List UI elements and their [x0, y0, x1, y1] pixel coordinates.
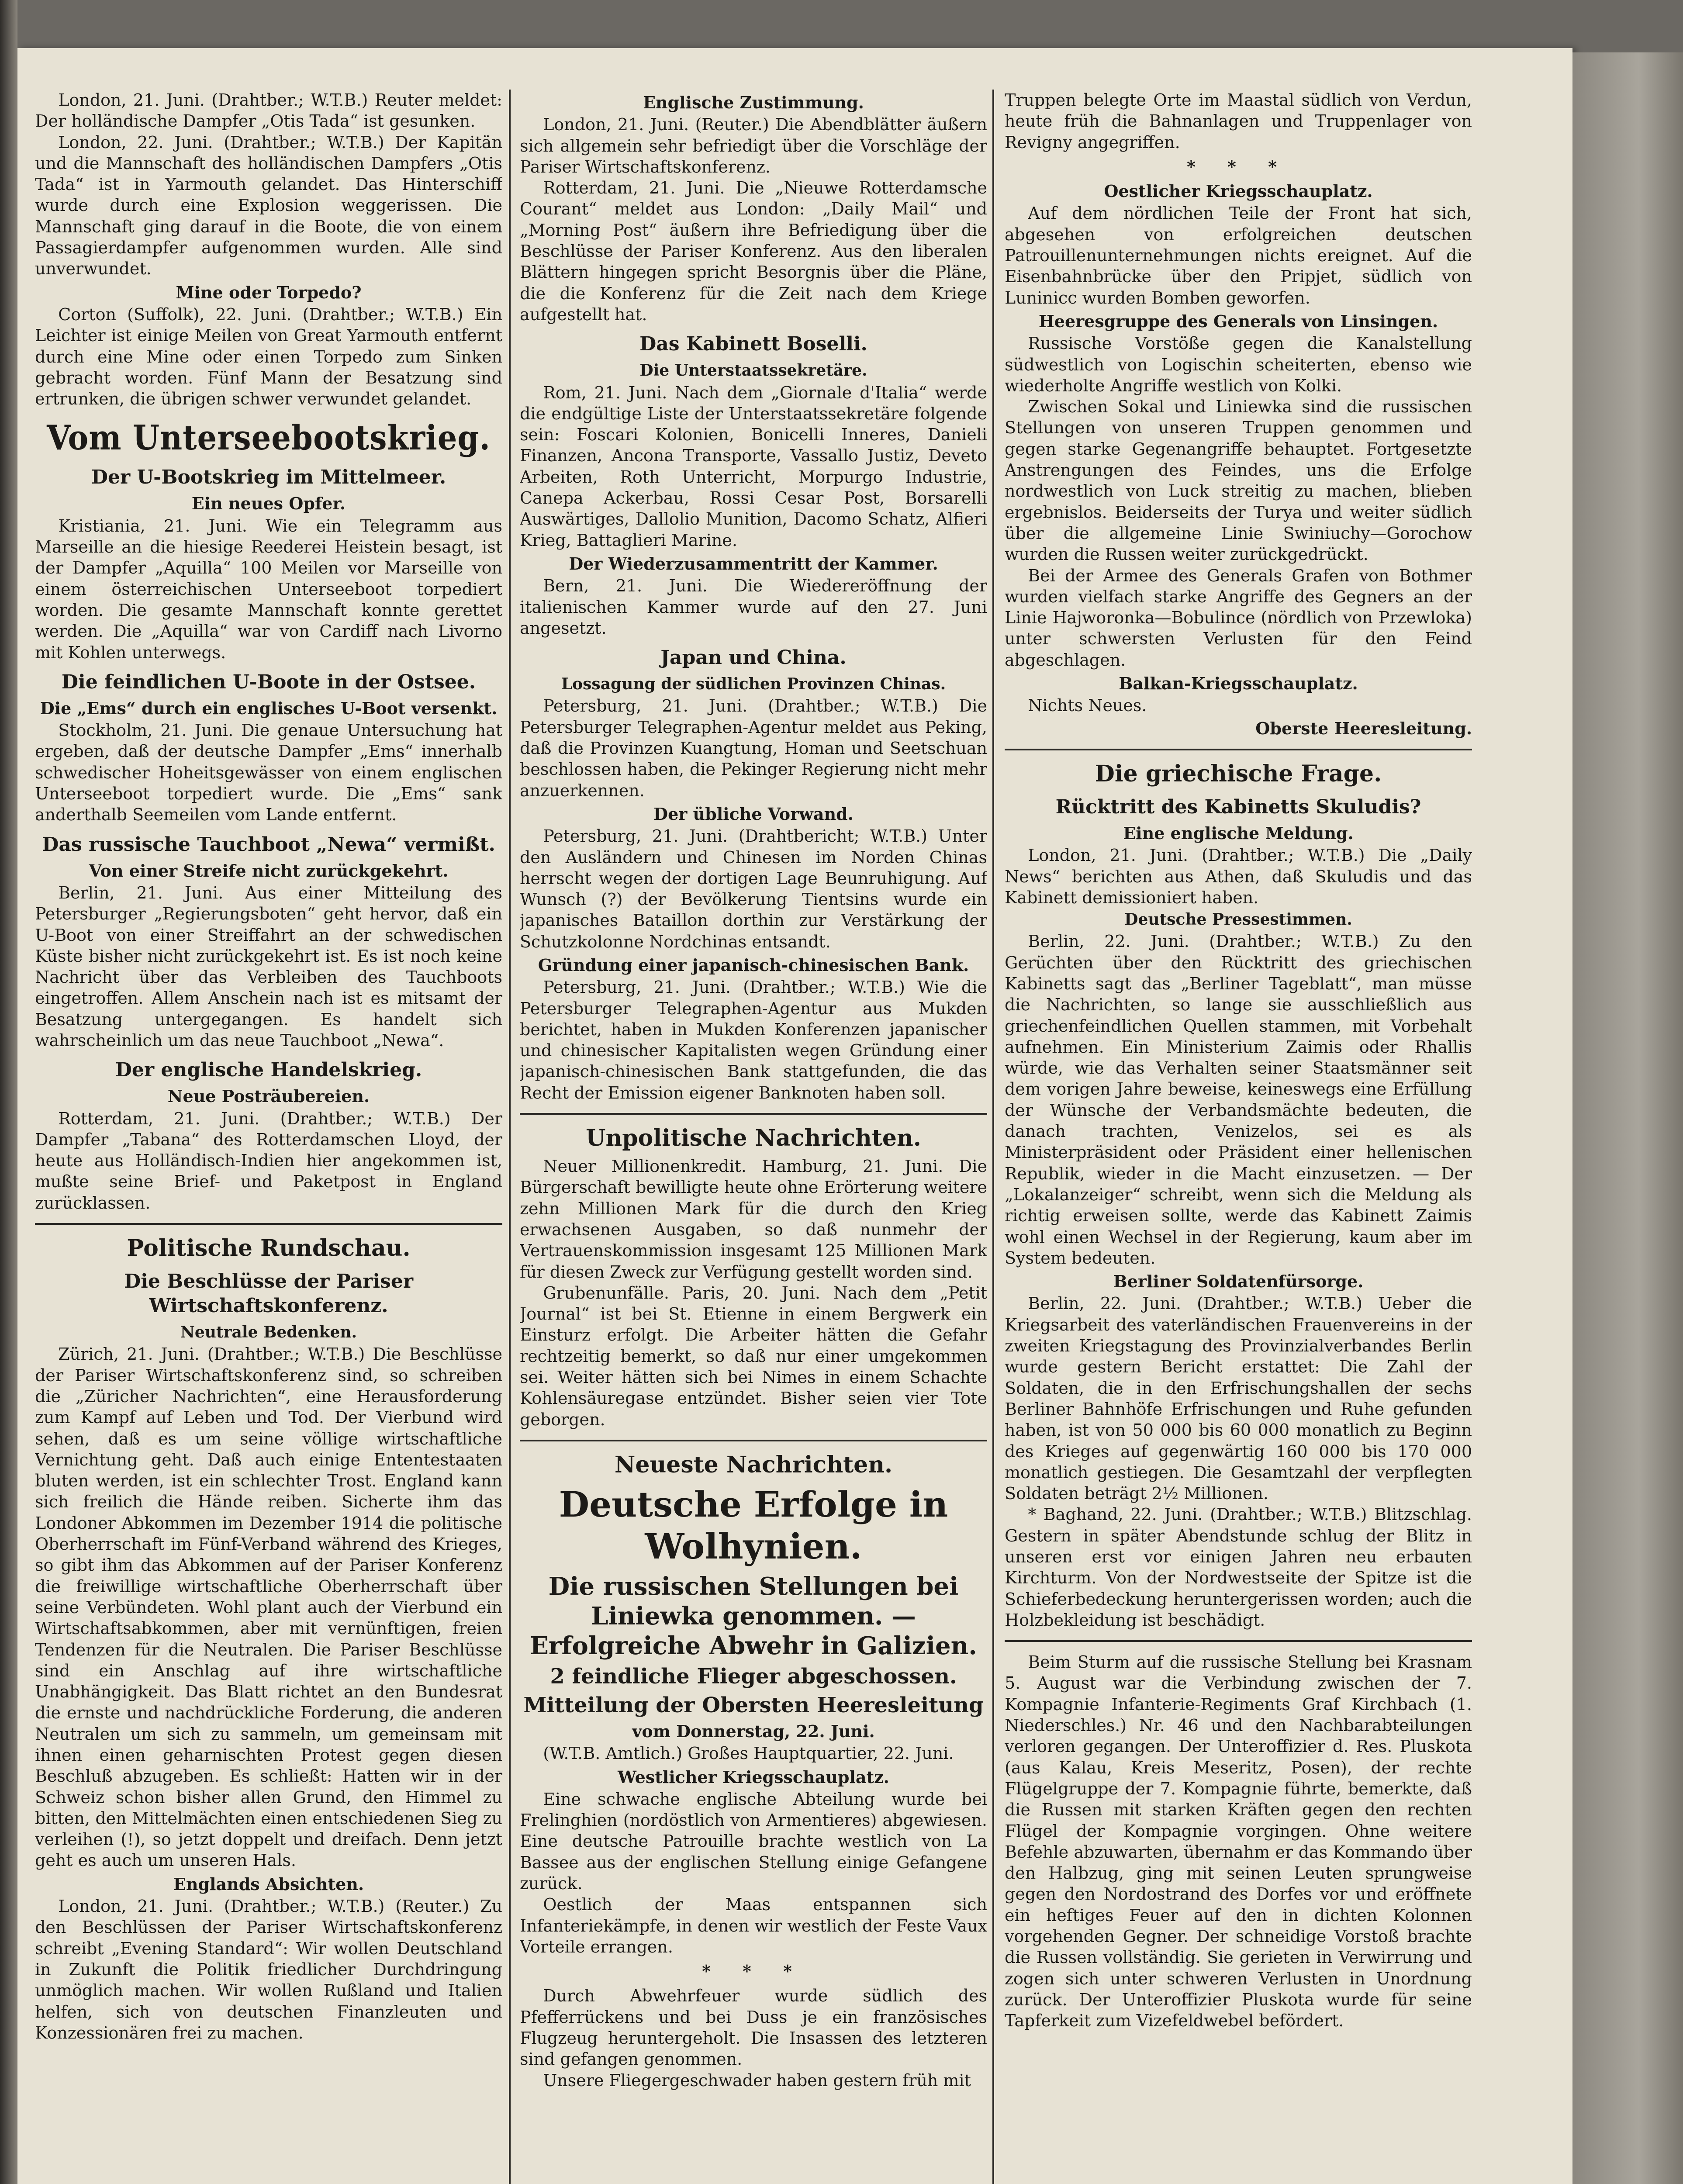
article-paragraph: Berlin, 21. Juni. Aus einer Mitteilung des Petersburger „Regierungsboten“ geht hervor, daß ein U-Boot von einer Streiffahrt an der schwedischen Küste bisher nicht zurückgekehrt ist. Es ist noch keine Nachricht über das Verbleiben des Tauchboots eingetroffen. Allem Anschein nach ist es mitsamt der Besatzung untergegangen. Es handelt sich wahrscheinlich um das neue Tauchboot „Newa“.: [35, 883, 502, 1050]
article-paragraph: Durch Abwehrfeuer wurde südlich des Pfefferrückens und bei Duss je ein französisches Flugzeug heruntergeholt. Die Insassen des letzteren sind gefangen genommen.: [520, 1986, 987, 2069]
book-binding: [0, 0, 17, 2184]
article-paragraph: Petersburg, 21. Juni. (Drahtber.; W.T.B.) Wie die Petersburger Telegraphen-Agentur aus Mukden berichtet, haben in Mukden Konferenzen japanischer und chinesischer Kapitalisten wegen Gründung einer japanisch-chinesischen Bank stattgefunden, die das Recht der Emission eigener Banknoten haben soll.: [520, 978, 987, 1102]
column-rule: [992, 90, 994, 2184]
article-paragraph: * Baghand, 22. Juni. (Drahtber.; W.T.B.) Blitzschlag. Gestern in später Abendstunde schlug der Blitz in unseren erst vor einigen Jahren neu erbauten Kirchturm. Von der Nordwestseite der Spitze ist die Schieferbedeckung heruntergerissen worden; auch die Holzbekleidung ist beschädigt.: [1005, 1505, 1472, 1630]
section-subheading: Der U-Bootskrieg im Mittelmeer.: [91, 466, 446, 489]
section-subheading: Oestlicher Kriegsschauplatz.: [1104, 181, 1373, 201]
section-subheading: vom Donnerstag, 22. Juni.: [632, 1721, 875, 1741]
section-subheading: Eine englische Meldung.: [1123, 823, 1354, 843]
headline-sub: 2 feindliche Flieger abgeschossen.: [550, 1664, 957, 1689]
section-heading: Die griechische Frage.: [1095, 760, 1382, 787]
section-subheading: Englands Absichten.: [173, 1874, 364, 1894]
section-subheading: Neutrale Bedenken.: [180, 1323, 357, 1342]
headline-sub: Mitteilung der Obersten Heeresleitung: [523, 1693, 984, 1717]
section-subheading: Von einer Streife nicht zurückgekehrt.: [89, 860, 449, 881]
page-edge: [1572, 52, 1683, 2184]
section-heading: Vom Unterseebootskrieg.: [47, 418, 491, 458]
divider: [1005, 749, 1472, 750]
section-subheading: Balkan-Kriegsschauplatz.: [1119, 674, 1358, 694]
article-paragraph: Rotterdam, 21. Juni. (Drahtber.; W.T.B.) Der Dampfer „Tabana“ des Rotterdamschen Lloyd, der heute aus Holländisch-Indien hier angekommen ist, mußte seine Brief- und Paketpost in England zurücklassen.: [35, 1109, 502, 1213]
article-paragraph: Nichts Neues.: [1028, 696, 1147, 715]
article-paragraph: Bern, 21. Juni. Die Wiedereröffnung der italienischen Kammer wurde auf den 27. Juni angesetzt.: [520, 576, 987, 638]
section-subheading: Rücktritt des Kabinetts Skuludis?: [1055, 795, 1421, 818]
article-paragraph: Zwischen Sokal und Liniewka sind die russischen Stellungen von unseren Truppen genommen und gegen starke Gegenangriffe behauptet. Fortgesetzte Anstrengungen des Feindes, uns die Erfolge nordwestlich von Luck streitig zu machen, blieben ergebnislos. Beiderseits der Turya und weiter südlich über die allgemeine Linie Swiniuchy—Gorochow wurden die Russen weiter zurückgedrückt.: [1005, 397, 1472, 564]
section-heading: Der englische Handelskrieg.: [115, 1059, 422, 1082]
section-subheading: Mine oder Torpedo?: [176, 282, 362, 302]
section-subheading: Deutsche Pressestimmen.: [1124, 910, 1352, 929]
column-rule: [509, 90, 511, 2184]
section-heading: Das Kabinett Boselli.: [639, 333, 867, 356]
article-paragraph: Neuer Millionenkredit. Hamburg, 21. Juni. Die Bürgerschaft bewilligte heute ohne Erörterung weitere zehn Millionen Mark für die durch den Krieg erwachsenen Ausgaben, so daß nunmehr der Vertrauenskommission insgesamt 125 Millionen Mark für diesen Zweck zur Verfügung gestellt worden sind.: [520, 1157, 987, 1282]
article-paragraph: London, 21. Juni. (Drahtber.; W.T.B.) (Reuter.) Zu den Beschlüssen der Pariser Wirtschaftskonferenz schreibt „Evening Standard“: Wir wollen Deutschland in Zukunft die Politik friedlicher Durchdringung unmöglich machen. Wir wollen Rußland und Italien helfen, sich von deutschen Finanzleuten und Konzessionären frei zu machen.: [35, 1897, 502, 2042]
section-subheading: Gründung einer japanisch-chinesischen Bank.: [538, 955, 969, 975]
section-subheading: Westlicher Kriegsschauplatz.: [618, 1767, 889, 1787]
signature: Oberste Heeresleitung.: [1255, 718, 1472, 738]
article-paragraph: Corton (Suffolk), 22. Juni. (Drahtber.; W.T.B.) Ein Leichter ist einige Meilen von Great Yarmouth entfernt durch eine Mine oder einen Torpedo zum Sinken gebracht worden. Fünf Mann der Besatzung sind ertrunken, die übrigen schwer verwundet gelandet.: [35, 304, 502, 409]
article-paragraph: Eine schwache englische Abteilung wurde bei Frelinghien (nordöstlich von Armentieres) abgewiesen. Eine deutsche Patrouille brachte westlich von La Bassee aus der englischen Stellung einige Gefangene zurück.: [520, 1789, 987, 1893]
section-subheading: Berliner Soldatenfürsorge.: [1113, 1272, 1364, 1292]
article-paragraph: Truppen belegte Orte im Maastal südlich von Verdun, heute früh die Bahnanlagen und Truppenlager von Revigny angegriffen.: [1005, 90, 1472, 152]
section-subheading: Heeresgruppe des Generals von Linsingen.: [1038, 311, 1438, 331]
article-paragraph: Zürich, 21. Juni. (Drahtber.; W.T.B.) Die Beschlüsse der Pariser Wirtschaftskonferenz sind, so schreiben die „Züricher Nachrichten“, eine Herausforderung zum Kampf auf Leben und Tod. Der Vierbund wird sehen, daß es um seine völlige wirtschaftliche Vernichtung geht. Daß auch einige Ententestaaten bluten werden, ist ein schlechter Trost. England kann sich freilich die Hände reiben. Sicherte ihm das Londoner Abkommen im Dezember 1914 die politische Oberherrschaft im Fünf-Verband während des Krieges, so gibt ihm das Abkommen auf der Pariser Konferenz die freiwillige wirtschaftliche Oberherrschaft über seine Verbündeten. Wohl plant auch der Vierbund ein Wirtschaftsabkommen, aber mit vernünftigen, freien Tendenzen für die Neutralen. Die Pariser Beschlüsse sind ein Anschlag auf ihre wirtschaftliche Unabhängigkeit. Das Blatt richtet an den Bundesrat die ernste und nachdrückliche Forderung, die anderen Neutralen um sich zu sammeln, um gemeinsam mit ihnen einen geharnischten Protest gegen diesen Beschluß abzugeben. Es schließt: Hatten wir in der Schweiz schon bisher allen Grund, den Himmel zu bitten, den Mittelmächten einen entschiedenen Sieg zu verleihen (!), so jetzt doppelt und dreifach. Denn jetzt geht es auch um unseren Hals.: [35, 1344, 502, 1870]
section-heading: Das russische Tauchboot „Newa“ vermißt.: [42, 833, 495, 856]
article-paragraph: Petersburg, 21. Juni. (Drahtber.; W.T.B.) Die Petersburger Telegraphen-Agentur meldet aus Peking, daß die Provinzen Kuangtung, Homan und Seetschuan beschlossen haben, die Pekinger Regierung nicht mehr anzuerkennen.: [520, 696, 987, 800]
section-heading: Die feindlichen U-Boote in der Ostsee.: [61, 670, 476, 693]
article-paragraph: Unsere Fliegergeschwader haben gestern früh mit: [543, 2070, 971, 2090]
section-heading: Japan und China.: [660, 646, 847, 669]
article-paragraph: London, 22. Juni. (Drahtber.; W.T.B.) Der Kapitän und die Mannschaft des holländischen Dampfers „Otis Tada“ ist in Yarmouth gelandet. Das Hinterschiff wurde durch eine Explosion weggerissen. Die Mannschaft ging darauf in die Boote, die von einem Passagierdampfer aufgenommen wurden. Alle sind unverwundet.: [35, 132, 502, 279]
section-subheading: Die Unterstaatssekretäre.: [639, 361, 867, 380]
column-left: [35, 90, 502, 2184]
article-paragraph: London, 21. Juni. (Drahtber.; W.T.B.) Die „Daily News“ berichten aus Athen, daß Skuludis und das Kabinett demissioniert haben.: [1005, 846, 1472, 907]
divider: [520, 1113, 987, 1115]
divider: [35, 1223, 502, 1225]
section-heading: Politische Rundschau.: [127, 1235, 411, 1262]
article-paragraph: Russische Vorstöße gegen die Kanalstellung südwestlich von Logischin scheiterten, ebenso wie wiederholte Angriffe westlich von Kolki.: [1005, 334, 1472, 395]
article-paragraph: (W.T.B. Amtlich.) Großes Hauptquartier, 22. Juni.: [543, 1744, 954, 1763]
section-subheading: Lossagung der südlichen Provinzen Chinas.: [561, 675, 946, 694]
article-paragraph: Stockholm, 21. Juni. Die genaue Untersuchung hat ergeben, daß der deutsche Dampfer „Ems“ innerhalb schwedischer Hoheitsgewässer von einem englischen Unterseeboot torpediert wurde. Die „Ems“ sank anderthalb Seemeilen vom Lande entfernt.: [35, 721, 502, 825]
article-paragraph: Rom, 21. Juni. Nach dem „Giornale d'Italia“ werde die endgültige Liste der Unterstaatssekretäre folgende sein: Foscari Kolonien, Bonicelli Inneres, Danieli Finanzen, Ancona Transporte, Vassallo Justiz, Deveto Arbeiten, Roth Unterricht, Morpurgo Industrie, Canepa Ackerbau, Rossi Cesar Post, Borsarelli Auswärtiges, Dallolio Munition, Dacomo Schatz, Alfieri Krieg, Battaglieri Marine.: [520, 383, 987, 550]
section-subheading: Der übliche Vorwand.: [653, 804, 854, 824]
article-paragraph: Petersburg, 21. Juni. (Drahtbericht; W.T.B.) Unter den Ausländern und Chinesen im Norden Chinas herrscht wegen der dortigen Lage Beunruhigung. Auf Wunsch (?) der Bevölkerung Tientsins wurde ein japanisches Bataillon dorthin zur Verstärkung der Schutzkolonne Nordchinas entsandt.: [520, 826, 987, 951]
section-subheading: Neue Posträubereien.: [167, 1086, 370, 1106]
section-subheading: Ein neues Opfer.: [191, 494, 346, 514]
divider: [520, 1440, 987, 1441]
headline: Deutsche Erfolge in Wolhynien.: [559, 1483, 948, 1567]
article-paragraph: London, 21. Juni. (Reuter.) Die Abendblätter äußern sich allgemein sehr befriedigt über die Vorschläge der Pariser Wirtschaftskonferenz.: [520, 115, 987, 176]
article-paragraph: Berlin, 22. Juni. (Drahtber.; W.T.B.) Ueber die Kriegsarbeit des vaterländischen Frauenvereins in der zweiten Kriegstagung des Provinzialverbandes Berlin wurde gestern Bericht erstattet: Die Zahl der Soldaten, die in den Erfrischungshallen der sechs Berliner Bahnhöfe Erfrischungen und Ruhe gefunden haben, ist von 50 000 bis 60 000 monatlich zu Beginn des Krieges auf gegenwärtig 160 000 bis 170 000 monatlich gestiegen. Die Gesamtzahl der verpflegten Soldaten beträgt 2½ Millionen.: [1005, 1294, 1472, 1503]
section-subheading: Die „Ems“ durch ein englisches U-Boot versenkt.: [40, 698, 498, 718]
section-heading: Neueste Nachrichten.: [614, 1451, 893, 1478]
column-middle: [520, 90, 987, 2184]
section-subheading: Englische Zustimmung.: [643, 93, 864, 112]
separator-stars: * * *: [1186, 156, 1290, 176]
headline-sub: Die russischen Stellungen bei Liniewka genommen. — Erfolgreiche Abwehr in Galizien.: [530, 1572, 977, 1660]
article-paragraph: London, 21. Juni. (Drahtber.; W.T.B.) Reuter meldet: Der holländische Dampfer „Otis Tada“ ist gesunken.: [35, 90, 502, 131]
article-paragraph: Auf dem nördlichen Teile der Front hat sich, abgesehen von erfolgreichen deutschen Patrouillenunternehmungen nichts ereignet. Auf die Eisenbahnbrücke über den Pripjet, südlich von Luninicc wurden Bomben geworfen.: [1005, 204, 1472, 308]
section-heading: Unpolitische Nachrichten.: [586, 1125, 921, 1152]
article-paragraph: Bei der Armee des Generals Grafen von Bothmer wurden vielfach starke Angriffe des Gegners an der Linie Hajworonka—Bobulince (nördlich von Przewloka) unter schwersten Verlusten für den Feind abgeschlagen.: [1005, 566, 1472, 670]
article-paragraph: Oestlich der Maas entspannen sich Infanteriekämpfe, in denen wir westlich der Feste Vaux Vorteile errangen.: [520, 1895, 987, 1956]
section-subheading: Der Wiederzusammentritt der Kammer.: [569, 553, 938, 574]
divider: [1005, 1640, 1472, 1642]
article-paragraph: Rotterdam, 21. Juni. Die „Nieuwe Rotterdamsche Courant“ meldet aus London: „Daily Mail“ und „Morning Post“ äußern ihre Befriedigung über die Beschlüsse der Pariser Konferenz. Aus den liberalen Blättern hingegen spricht Besorgnis über die Pläne, die die Konferenz für die Zeit nach dem Kriege aufgestellt hat.: [520, 178, 987, 324]
separator-stars: * * *: [702, 1961, 805, 1981]
article-paragraph: Beim Sturm auf die russische Stellung bei Krasnam 5. August war die Verbindung zwischen der 7. Kompagnie Infanterie-Regiments Graf Kirchbach (1. Niederschles.) Nr. 46 und den Nachbarabteilungen verloren gegangen. Der Unteroffizier d. Res. Pluskota (aus Kalau, Kreis Meseritz, Posen), der rechte Flügelgruppe der 7. Kompagnie führte, bemerkte, daß die Russen mit starken Kräften gegen den rechten Flügel der Kompagnie vorgingen. Ohne weitere Befehle abzuwarten, übernahm er das Kommando über den Halbzug, ging mit seinen Leuten sprungweise gegen den Nordostrand des Dorfes vor und eröffnete ein heftiges Feuer auf den in dichten Kolonnen vorgehenden Gegner. Der schneidige Vorstoß brachte die Russen vollständig. Sie gerieten in Verwirrung und zogen sich unter schweren Verlusten in Unordnung zurück. Der Unteroffizier Pluskota wurde für seine Tapferkeit zum Vizefeldwebel befördert.: [1005, 1652, 1472, 2031]
column-right: [1005, 90, 1472, 2184]
article-paragraph: Kristiania, 21. Juni. Wie ein Telegramm aus Marseille an die hiesige Reederei Heistein besagt, ist der Dampfer „Aquilla“ 100 Meilen vor Marseille von einem österreichischen Unterseeboot torpediert worden. Die gesamte Mannschaft konnte gerettet werden. Die „Aquilla“ war von Cardiff nach Livorno mit Kohlen unterwegs.: [35, 516, 502, 662]
article-paragraph: Berlin, 22. Juni. (Drahtber.; W.T.B.) Zu den Gerüchten über den Rücktritt des griechischen Kabinetts sagt das „Berliner Tageblatt“, man müsse die Nachrichten, so lange sie ausschließlich aus griechenfeindlichen Quellen stammen, mit Vorbehalt aufnehmen. Ein Ministerium Zaimis oder Rhallis würde, wie das Verhalten seiner Staatsmänner seit dem vorigen Jahre beweise, keineswegs eine Erfüllung der Wünsche der Verbandsmächte bedeuten, die danach trachten, Venizelos, sei es als Ministerpräsident oder Präsident einer hellenischen Republik, wieder in die Macht einzusetzen. — Der „Lokalanzeiger“ schreibt, wenn sich die Meldung als richtig erweisen sollte, werde das Kabinett Zaimis wohl einen Wechsel in der Regierung, kaum aber im System bedeuten.: [1005, 932, 1472, 1268]
article-paragraph: Grubenunfälle. Paris, 20. Juni. Nach dem „Petit Journal“ ist bei St. Etienne in einem Bergwerk ein Einsturz erfolgt. Die Arbeiter hätten die Gefahr rechtzeitig bemerkt, so daß nur einer umgekommen sei. Weiter hätten sich bei Nimes in einem Schachte Kohlensäuregase entzündet. Bisher seien vier Tote geborgen.: [520, 1283, 987, 1429]
section-subheading: Die Beschlüsse der Pariser Wirtschaftskonferenz.: [124, 1270, 413, 1317]
